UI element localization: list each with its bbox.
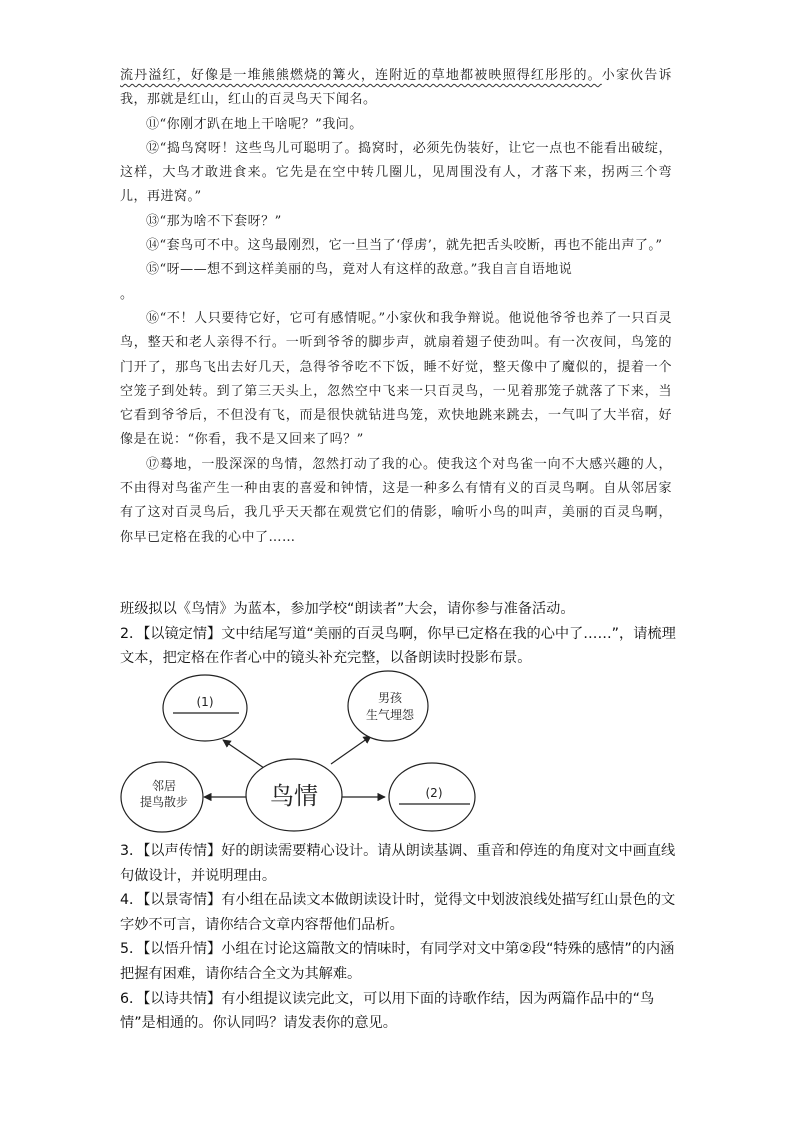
question-2: 2．【以镜定情】文中结尾写道“美丽的百灵鸟啊，你早已定格在我的心中了……”，请梳理文本，把定格在作者心中的镜头补充完整，以备朗读时投影布景。 (120, 625, 676, 667)
paragraph-17: ⑰蓦地，一股深深的鸟情，忽然打动了我的心。使我这个对鸟雀一向不大感兴趣的人，不由得对鸟雀产生一种由衷的喜爱和钟情，这是一种多么有情有义的百灵鸟啊。自从邻居家有了这对百灵鸟后，我几乎天天都在观赏它们的倩影，喻听小鸟的叫声，美丽的百灵鸟啊，你早已定格在我的心中了…… (120, 456, 672, 545)
paragraph-11: ⑪“你刚才趴在地上干啥呢？”我问。 (146, 116, 363, 132)
activity-intro: 班级拟以《鸟情》为蓝本，参加学校“朗读者”大会，请你参与准备活动。 (120, 601, 575, 617)
neighbor-node (121, 762, 203, 832)
blank-label-1: (1) (196, 695, 214, 709)
wavy-underlined-sentence: 流丹溢红，好像是一堆熊熊燃烧的篝火，连附近的草地都被映照得红彤彤的。 (120, 68, 602, 83)
arrow-to-boy (331, 736, 371, 764)
question-3: 3．【以声传情】好的朗读需要精心设计。请从朗读基调、重音和停连的角度对文中画直线句做设计，并说明理由。 (120, 843, 676, 884)
questions-bottom (120, 839, 680, 1036)
paragraph-13: ⑬“那为啥不下套呀？” (146, 213, 282, 229)
center-node (246, 759, 342, 831)
center-label: 鸟情 (270, 782, 318, 810)
blank-node-2 (389, 763, 475, 831)
neighbor-label-line1: 邻居 (151, 779, 177, 793)
blank-node-1 (163, 675, 247, 741)
boy-label-line1: 男孩 (377, 691, 403, 705)
blank-label-2: (2) (425, 786, 443, 800)
paragraph-15: ⑮“呀——想不到这样美丽的鸟，竟对人有这样的敌意。”我自言自语地说 (146, 262, 573, 278)
paragraph-16: ⑯“不！人只要待它好，它可有感情呢。”小家伙和我争辩说。他说他爷爷也养了一只百灵鸟，整天和老人亲得不行。一听到爷爷的脚步声，就扇着翅子使劲叫。有一次夜间，鸟笼的门开了，那鸟飞出去好几天，急得爷爷吃不下饭，睡不好觉，整天像中了魔似的，提着一个空笼子到处转。到了第三天头上，忽然空中飞来一只百灵鸟，一见着那笼子就落了下来，当它看到爷爷后，不但没有飞，而是很快就钻进鸟笼，欢快地跳来跳去，一气叫了大半宿，好像是在说：“你看，我不是又回来了吗？” (120, 310, 672, 448)
paragraph-15-end: 。 (120, 286, 134, 302)
neighbor-label-line2: 提鸟散步 (139, 795, 189, 809)
paragraph-14: ⑭“套鸟可不中。这鸟最刚烈，它一旦当了‘俘虏’，就先把舌头咬断，再也不能出声了。” (146, 238, 663, 254)
question-5: 5．【以悟升情】小组在讨论这篇散文的情味时，有同学对文中第②段“特殊的感情”的内涵把握有困难，请你结合全文为其解难。 (120, 941, 675, 982)
boy-node (348, 671, 428, 741)
question-4: 4．【以景寄情】有小组在品读文本做朗读设计时，觉得文中划波浪线处描写红山景色的文字妙不可言，请你结合文章内容帮他们品析。 (120, 892, 676, 933)
paragraph-12: ⑫“捣鸟窝呀！这些鸟儿可聪明了。捣窝时，必须先伪装好，让它一点也不能看出破绽，这样，大鸟才敢进食来。它先是在空中转几圈儿，见周围没有人，才落下来，拐两三个弯儿，再进窝。” (120, 140, 672, 205)
question-6: 6．【以诗共情】有小组提议读完此文，可以用下面的诗歌作结，因为两篇作品中的“鸟情”是相通的。你认同吗？请发表你的意见。 (120, 990, 655, 1032)
boy-label-line2: 生气埋怨 (365, 708, 415, 722)
arrow-to-blank1 (223, 740, 264, 768)
paragraph-continuation-rest: 小家伙告诉我，那就是红山，红山的百灵鸟天下闻名。 (120, 68, 672, 108)
